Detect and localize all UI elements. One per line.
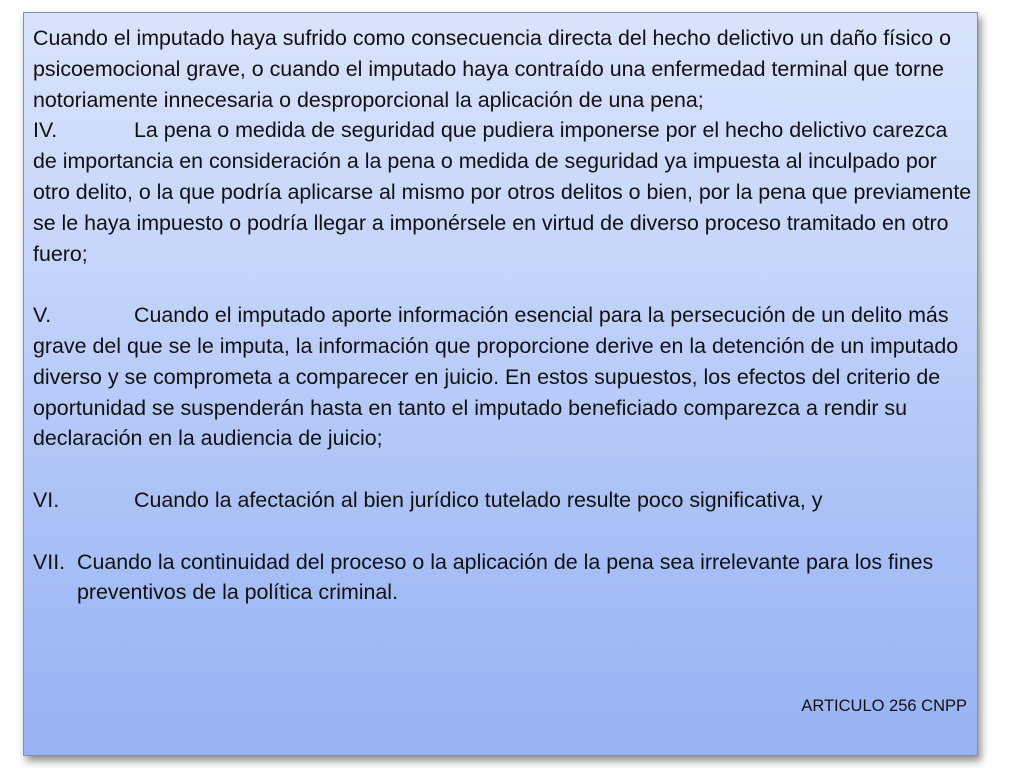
intro-paragraph: Cuando el imputado haya sufrido como consecuencia directa del hecho delictivo un daño físico o psicoemocional grave, o cuando el imputado haya contraído una enfermedad terminal que torne notoriamente innecesaria o desproporcional la aplicación de una pena; xyxy=(33,26,951,112)
item-vii-text: Cuando la continuidad del proceso o la aplicación de la pena sea irrelevante para los fines preventivos de la política criminal. xyxy=(77,549,934,605)
text-box xyxy=(23,12,978,756)
item-v-numeral: V. xyxy=(33,303,52,328)
spacer xyxy=(33,516,973,547)
item-vii-numeral: VII. xyxy=(33,549,66,574)
spacer xyxy=(33,269,973,300)
item-v xyxy=(33,300,973,454)
article-content xyxy=(33,23,973,608)
article-reference: ARTICULO 256 CNPP xyxy=(801,697,967,715)
item-iv xyxy=(33,115,973,269)
item-vi xyxy=(33,485,973,516)
item-vi-text: Cuando la afectación al bien jurídico tutelado resulte poco significativa, y xyxy=(134,487,823,512)
item-iv-text: La pena o medida de seguridad que pudiera imponerse por el hecho delictivo carezca de importancia en consideración a la pena o medida de seguridad ya impuesta al inculpado por otro delito, o la que podría aplicarse al mismo por otros delitos o bien, por la pena que previamente se le haya impuesto o podría llegar a imponérsele en virtud de diverso proceso tramitado en otro fuero; xyxy=(33,118,972,266)
item-vii xyxy=(33,547,973,609)
item-vi-numeral: VI. xyxy=(33,487,60,512)
spacer xyxy=(33,454,973,485)
item-v-text: Cuando el imputado aporte información esencial para la persecución de un delito más grave del que se le imputa, la información que proporcione derive en la detención de un imputado diverso y se comprometa a comparecer en juicio. En estos supuestos, los efectos del criterio de oportunidad se suspenderán hasta en tanto el imputado beneficiado comparezca a rendir su declaración en la audiencia de juicio; xyxy=(33,303,959,451)
item-iv-numeral: IV. xyxy=(33,118,58,143)
